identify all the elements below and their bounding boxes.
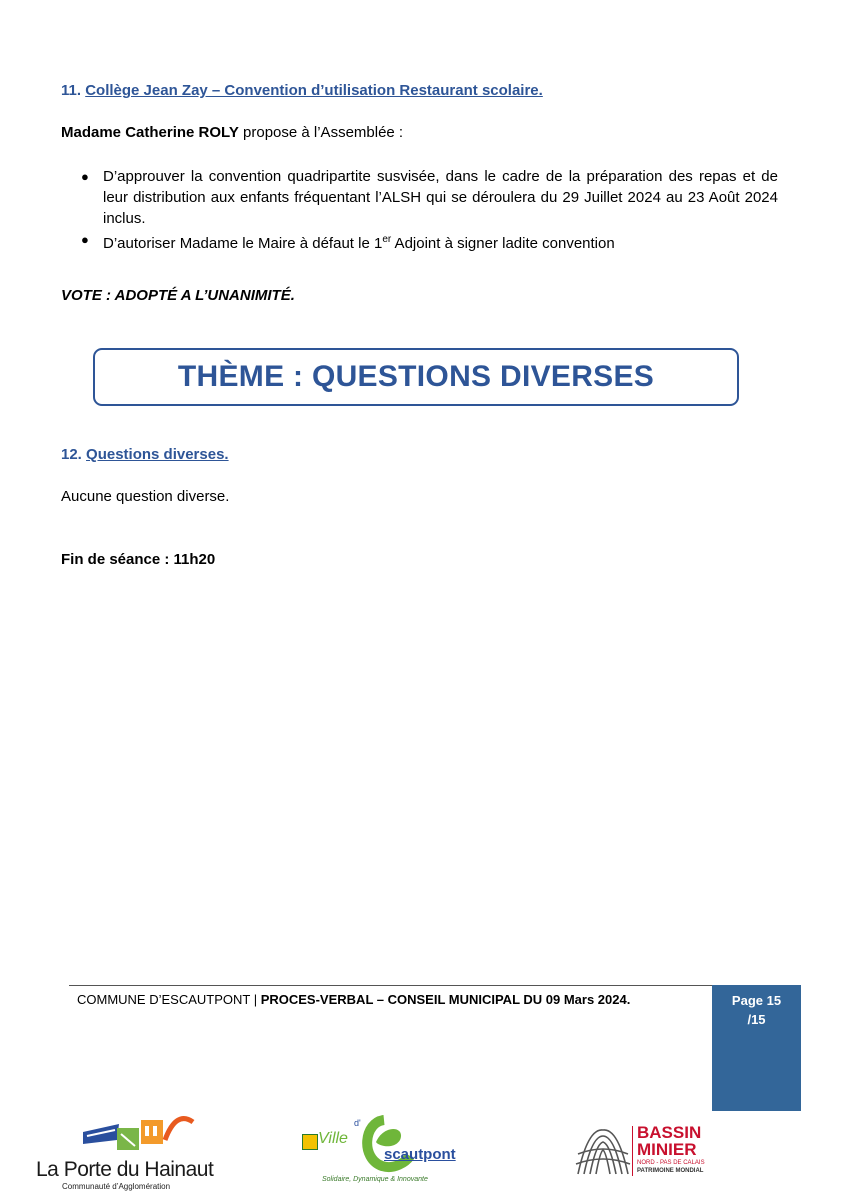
minier-title: MINIER [637,1140,697,1159]
session-end: Fin de séance : 11h20 [61,551,216,568]
bassin-title: BASSIN [637,1123,702,1142]
fingerprint-icon [574,1124,632,1178]
porte-logo-text: La Porte du Hainaut [36,1158,214,1181]
footer-divider [69,985,713,986]
vote-result: VOTE : ADOPTÉ A L’UNANIMITÉ. [61,287,295,304]
proposal-list [81,166,778,254]
ville-apostrophe: d' [354,1118,361,1128]
bassin-region: NORD - PAS DE CALAIS [637,1160,705,1166]
pv-title: PROCES-VERBAL – CONSEIL MUNICIPAL DU 09 Mars 2024. [260,992,631,1007]
page-total: /15 [747,1012,766,1027]
ville-escautpont-logo [296,1112,456,1192]
logo-divider [632,1126,633,1176]
list-item-text: D’autoriser Madame le Maire à défaut le 1er Adjoint à signer ladite convention [103,234,615,252]
ville-label: Ville [318,1130,348,1147]
crest-icon [302,1134,318,1150]
section-title: Questions diverses. [86,446,229,463]
commune-name: COMMUNE D’ESCAUTPONT | [77,992,261,1007]
page-number-box [712,985,801,1111]
bullet-icon: ● [81,232,89,247]
bassin-minier-logo [574,1124,714,1180]
intro-text: propose à l’Assemblée : [238,124,404,141]
section-number: 12. [61,446,82,463]
list-item-text: D’approuver la convention quadripartite susvisée, dans le cadre de la préparation des repas et de leur distribution aux enfants fréquentant l’ALSH qui se déroulera du 29 Juillet 2024 au 23 Août 2024 inclus. [103,168,778,227]
section-number: 11. [61,82,82,99]
footer-caption [77,992,630,1007]
speaker-name: Madame Catherine ROLY [61,124,239,141]
list-item [81,166,778,229]
page-label: Page 15 [731,993,782,1008]
porte-du-hainaut-logo [36,1110,214,1192]
hainaut-emblem-icon [81,1110,211,1160]
escautpont-label: scautpont [384,1146,456,1163]
list-item [81,229,778,254]
section-12-text: Aucune question diverse. [61,488,230,505]
section-12-heading [61,446,229,463]
bullet-icon: ● [81,169,89,184]
ville-slogan: Solidaire, Dynamique & Innovante [322,1176,428,1183]
section-11-heading [61,82,543,99]
theme-banner [93,348,739,406]
proposal-intro [61,124,403,141]
porte-logo-subtext: Communauté d’Agglomération [62,1182,171,1191]
theme-title: THÈME : QUESTIONS DIVERSES [177,360,655,393]
bassin-heritage: PATRIMOINE MONDIAL [637,1168,704,1174]
section-title: Collège Jean Zay – Convention d’utilisation Restaurant scolaire. [85,82,543,99]
